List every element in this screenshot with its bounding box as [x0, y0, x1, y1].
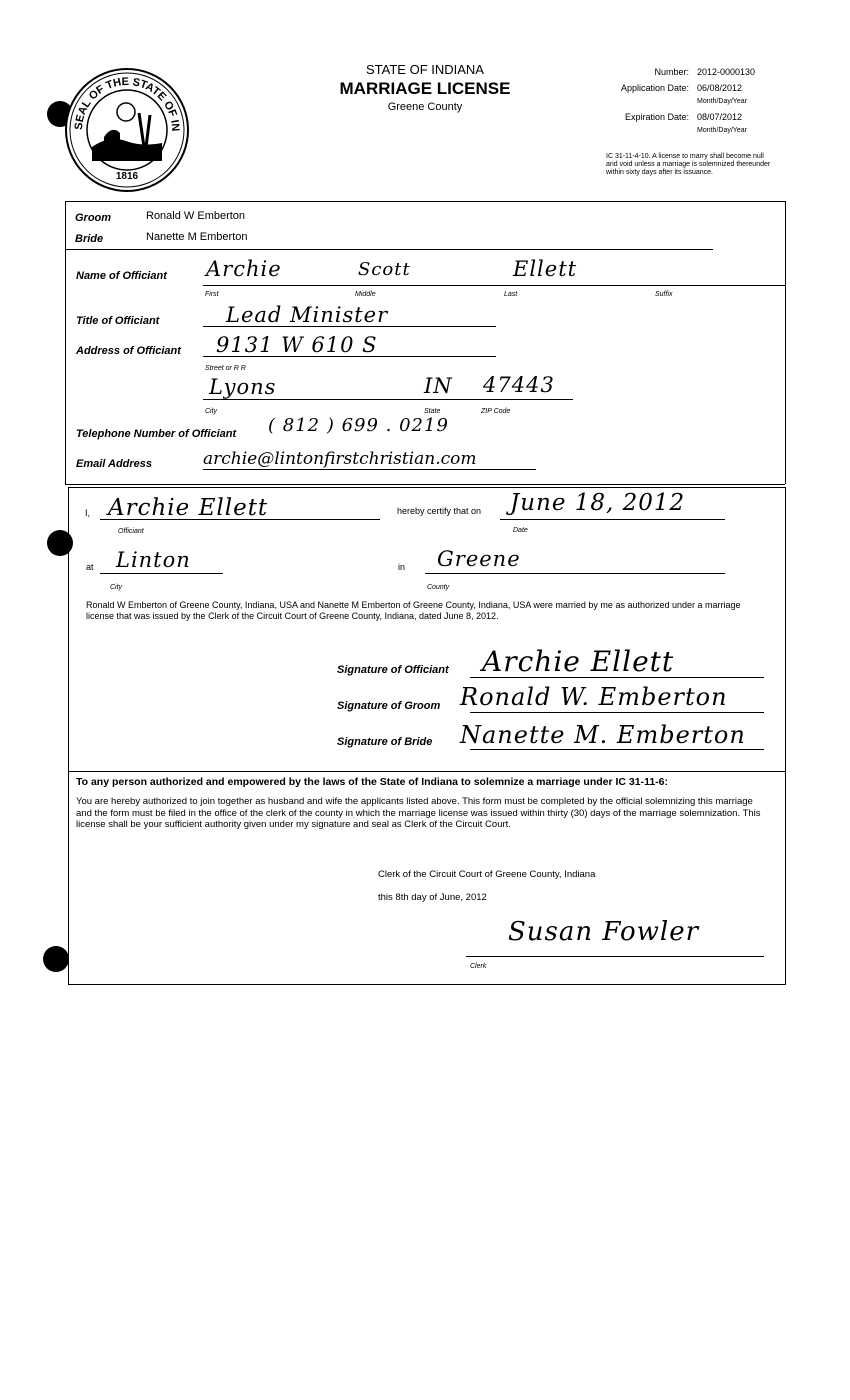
- number-label: Number:: [654, 67, 689, 77]
- zip-caption: ZIP Code: [481, 408, 511, 415]
- i-label: I,: [85, 508, 91, 518]
- officiant-city: Lyons: [209, 375, 277, 399]
- issue-date-line: this 8th day of June, 2012: [378, 892, 487, 903]
- clerk-signature: Susan Fowler: [508, 917, 700, 947]
- hereby-text: hereby certify that on: [397, 506, 482, 516]
- document-title: MARRIAGE LICENSE: [339, 79, 511, 98]
- officiant-phone: ( 812 ) 699 . 0219: [268, 415, 449, 436]
- sig-bride: Nanette M. Emberton: [460, 721, 746, 749]
- officiant-street: 9131 W 610 S: [216, 333, 378, 357]
- email-label: Email Address: [76, 458, 153, 470]
- last-caption: Last: [504, 291, 518, 298]
- officiant-first: Archie: [206, 257, 282, 281]
- expiration-date: 08/07/2012: [697, 112, 743, 122]
- date-caption: Date: [513, 527, 528, 534]
- app-date-label: Application Date:: [620, 83, 689, 93]
- punch-hole-bottom: [43, 946, 69, 972]
- marriage-county: Greene: [437, 547, 521, 571]
- cert-officiant-name: Archie Ellett: [108, 495, 269, 521]
- ic-note: IC 31-11-4-10. A license to marry shall become null and void unless a marriage is solemnized thereunder within sixty days after its issuance.: [606, 153, 771, 176]
- clerk-court-line: Clerk of the Circuit Court of Greene County, Indiana: [378, 869, 596, 880]
- officiant-last: Ellett: [513, 257, 578, 281]
- officiant-title-label: Title of Officiant: [76, 315, 160, 327]
- street-caption: Street or R R: [205, 365, 246, 372]
- clerk-caption: Clerk: [470, 963, 487, 970]
- app-date-format: Month/Day/Year: [697, 98, 747, 105]
- officiant-address-label: Address of Officiant: [76, 345, 181, 357]
- officiant-state: IN: [424, 374, 453, 398]
- exp-date-format: Month/Day/Year: [697, 127, 747, 134]
- seal-year: 1816: [115, 171, 139, 182]
- officiant-middle: Scott: [358, 259, 411, 280]
- state-caption: State: [424, 408, 441, 415]
- at-label: at: [86, 562, 94, 572]
- state-heading: STATE OF INDIANA: [366, 62, 484, 77]
- officiant-phone-label: Telephone Number of Officiant: [76, 428, 237, 440]
- marriage-city: Linton: [116, 548, 191, 572]
- officiant-zip: 47443: [483, 373, 555, 397]
- bride-label: Bride: [75, 233, 104, 245]
- sig-officiant-label: Signature of Officiant: [337, 664, 449, 676]
- authorization-heading: To any person authorized and empowered by the laws of the State of Indiana to solemnize a marriage under IC 31-11-6:: [76, 776, 669, 788]
- sig-groom: Ronald W. Emberton: [460, 683, 728, 711]
- marriage-statement: Ronald W Emberton of Greene County, Indiana, USA and Nanette M Emberton of Greene County, Indiana, USA were married by me as authorized under a marriage license that was issued by the Clerk of the Circuit Court of Greene County, Indiana, dated June 8, 2012.: [86, 600, 741, 621]
- seal-text: SEAL OF THE STATE OF IN: [72, 75, 182, 132]
- officiant-caption: Officiant: [118, 528, 144, 535]
- marriage-date: June 18, 2012: [510, 490, 686, 516]
- county-heading: Greene County: [387, 101, 463, 113]
- sig-bride-label: Signature of Bride: [337, 736, 433, 748]
- authorization-body: You are hereby authorized to join together as husband and wife the applicants listed above. This form must be completed by the official solemnizing this marriage and the form must be filed in the office of the clerk of the county in which the marriage license was issued within thirty (30) days of the marriage solemnization. This license shall be your sufficient authority given under my signature and seal as Clerk of the Circuit Court.: [76, 796, 761, 830]
- punch-hole-middle: [47, 530, 73, 556]
- application-date: 06/08/2012: [697, 83, 743, 93]
- sig-officiant: Archie Ellett: [482, 645, 675, 678]
- city-caption: City: [205, 408, 218, 415]
- officiant-title: Lead Minister: [226, 303, 389, 327]
- cert-city-caption: City: [110, 584, 123, 591]
- in-label: in: [398, 562, 406, 572]
- officiant-email: archie@lintonfirstchristian.com: [203, 449, 477, 469]
- state-seal: [64, 67, 190, 193]
- officiant-name-label: Name of Officiant: [76, 270, 167, 282]
- middle-caption: Middle: [355, 291, 376, 298]
- sig-groom-label: Signature of Groom: [337, 700, 441, 712]
- suffix-caption: Suffix: [655, 291, 673, 298]
- groom-name: Ronald W Emberton: [146, 210, 246, 222]
- license-number: 2012-0000130: [697, 67, 756, 77]
- exp-date-label: Expiration Date:: [624, 112, 689, 122]
- county-caption: County: [427, 584, 450, 591]
- groom-label: Groom: [75, 212, 112, 224]
- first-caption: First: [205, 291, 219, 298]
- bride-name: Nanette M Emberton: [146, 231, 248, 243]
